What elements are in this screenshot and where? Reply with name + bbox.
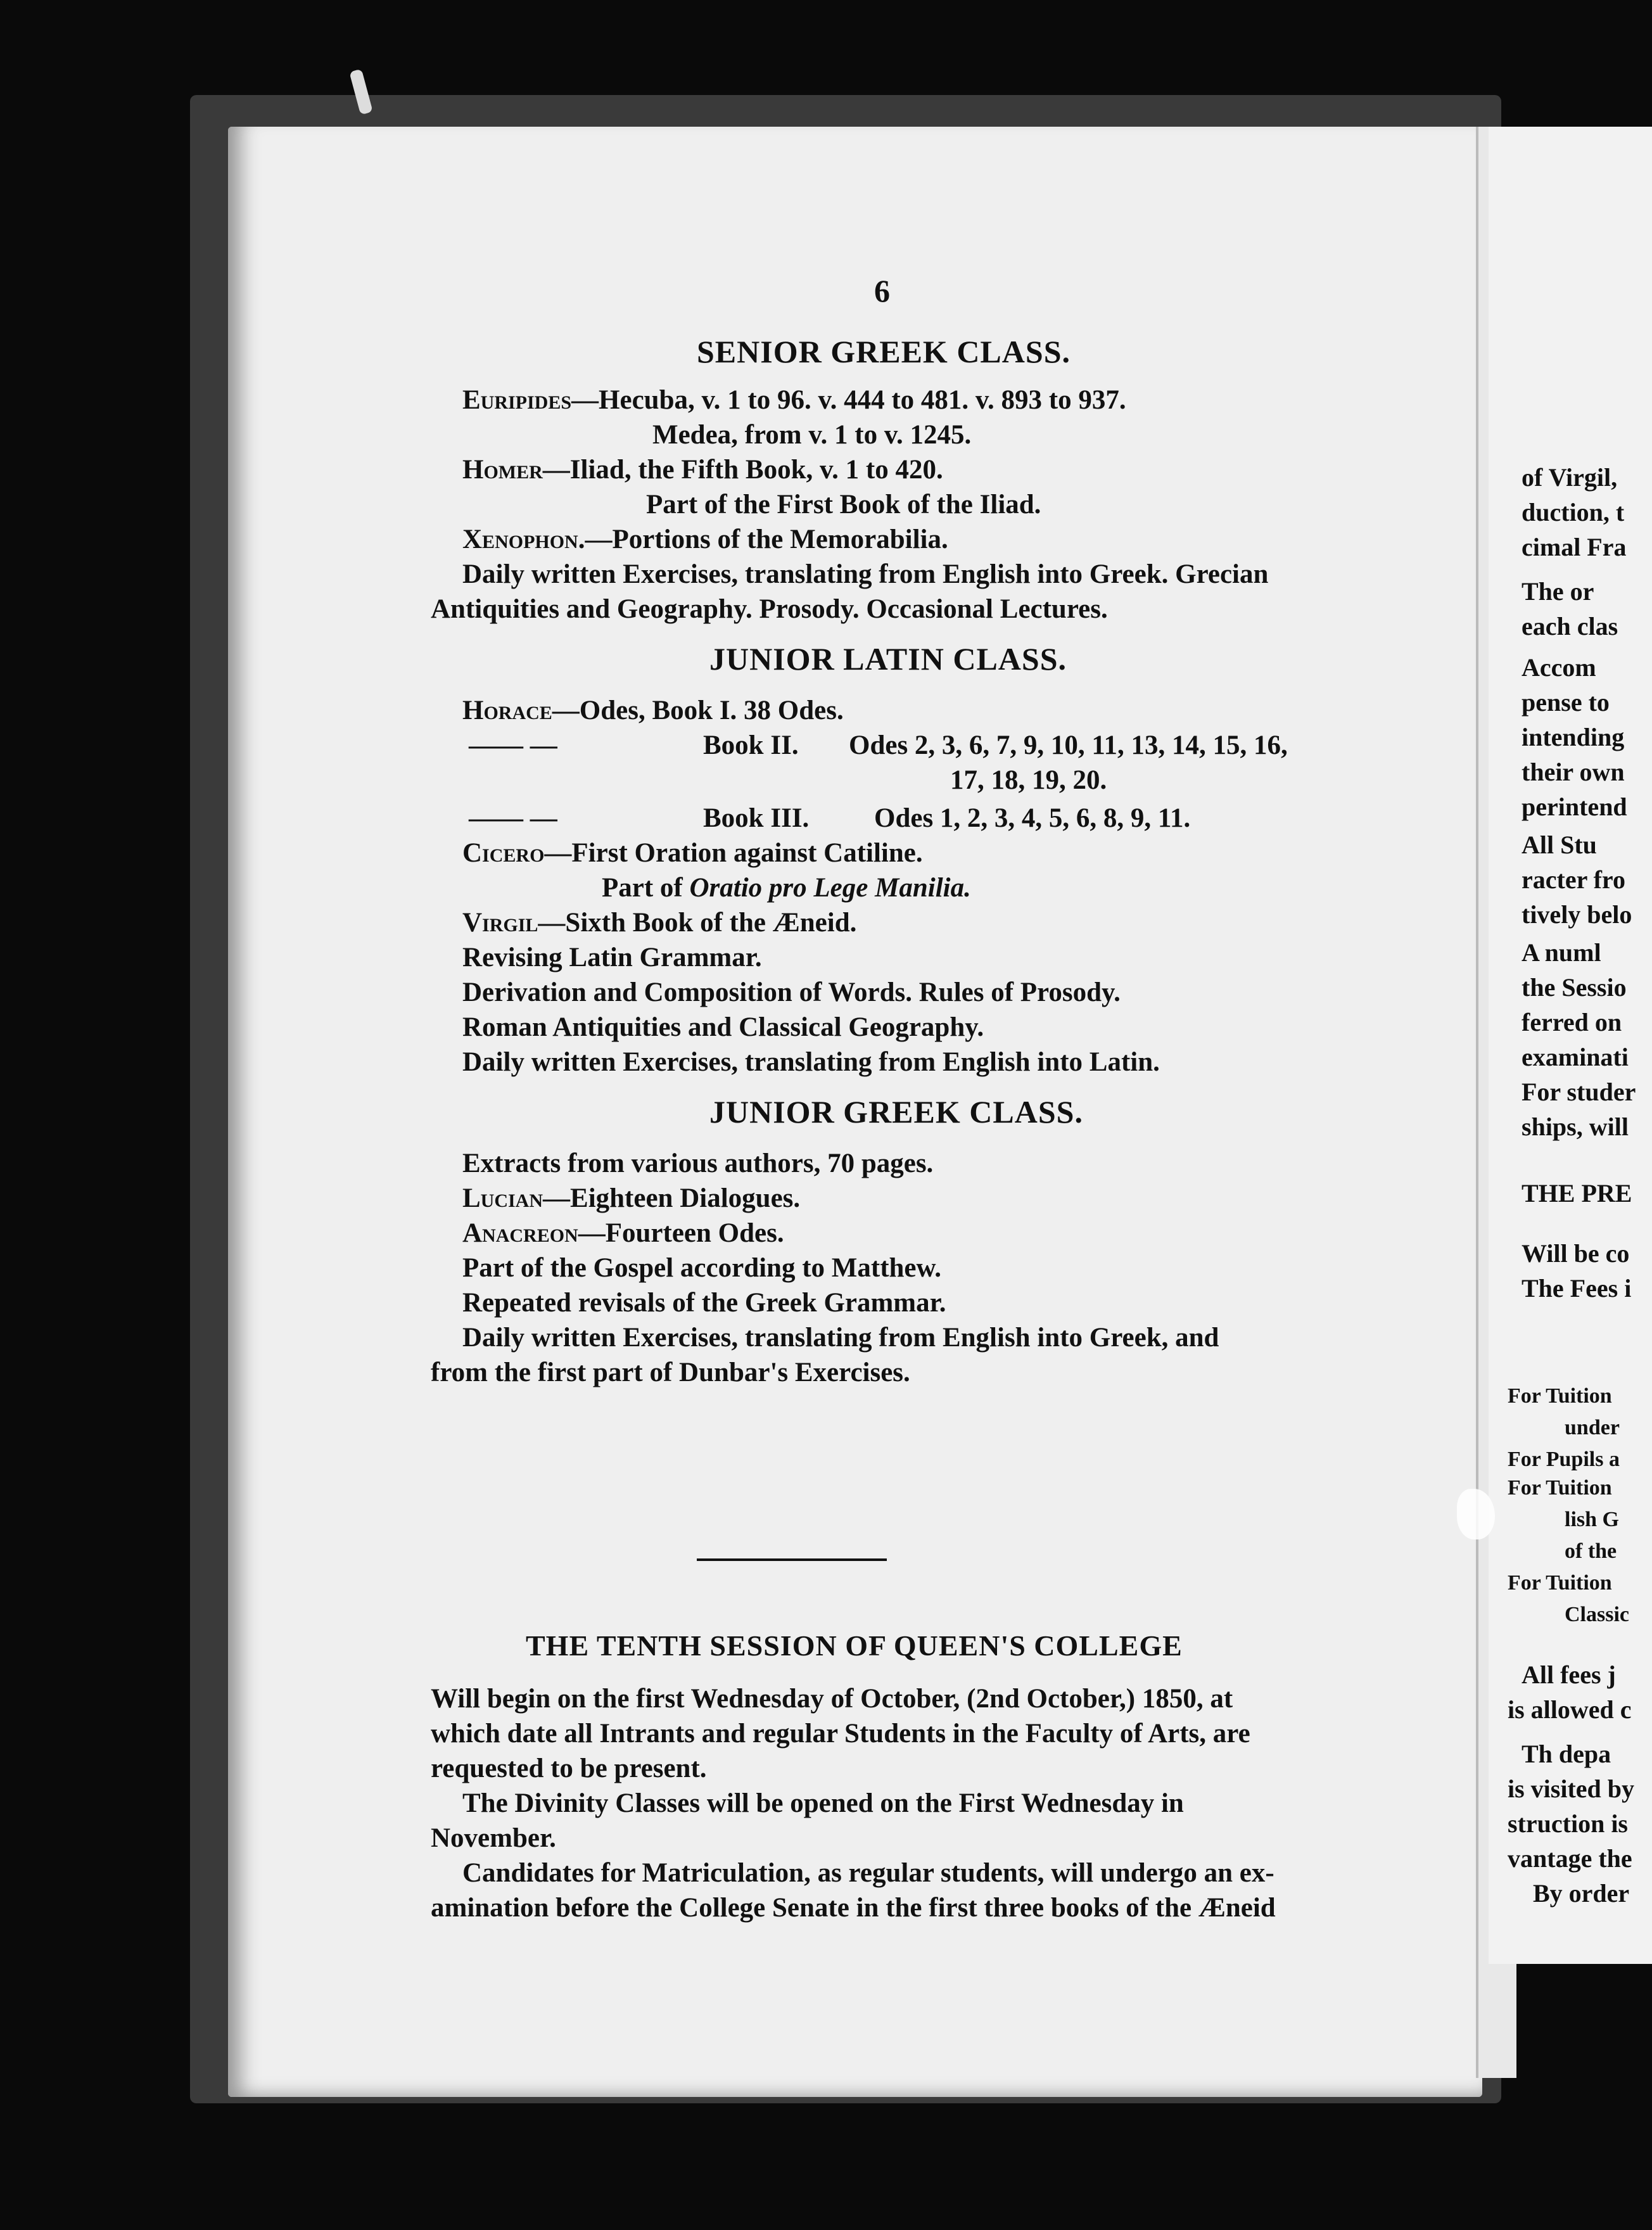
fees-line: For Tuition: [1508, 1571, 1612, 1595]
right-page-line: A numl: [1522, 938, 1601, 967]
divinity-paragraph: November.: [431, 1823, 556, 1853]
right-page-line: perintend: [1522, 793, 1627, 821]
divinity-paragraph: The Divinity Classes will be opened on the First Wednesday in: [462, 1788, 1184, 1818]
matriculation-paragraph: Candidates for Matriculation, as regular students, will undergo an ex-: [462, 1858, 1274, 1888]
right-page-line: The Fees i: [1522, 1274, 1632, 1303]
book2-label: Book II.: [703, 730, 799, 760]
session-paragraph: requested to be present.: [431, 1754, 707, 1783]
right-page: [1489, 127, 1652, 1964]
right-page-line: of Virgil,: [1522, 463, 1618, 492]
fees-line: For Tuition: [1508, 1384, 1612, 1408]
xenophon-line: [462, 526, 948, 553]
session-heading: THE TENTH SESSION OF QUEEN'S COLLEGE: [526, 1629, 1183, 1662]
right-page-line: is visited by: [1508, 1774, 1635, 1803]
grammar-line: Revising Latin Grammar.: [462, 943, 762, 972]
exercises-line: Daily written Exercises, translating from English into Greek. Grecian: [462, 559, 1269, 589]
author-name: Cicero: [462, 838, 545, 868]
section-divider: [697, 1558, 887, 1561]
lucian-line: [462, 1185, 800, 1212]
author-name: Virgil: [462, 908, 538, 938]
right-page-line: vantage the: [1508, 1844, 1632, 1873]
cicero-text: —First Oration against Catiline.: [544, 838, 923, 868]
homer-line: [462, 456, 943, 483]
anacreon-text: —Fourteen Odes.: [578, 1218, 784, 1248]
gospel-line: Part of the Gospel according to Matthew.: [462, 1253, 941, 1283]
virgil-text: —Sixth Book of the Æneid.: [538, 908, 857, 938]
right-page-line: All Stu: [1522, 831, 1597, 859]
oratio-prefix: Part of: [602, 873, 690, 903]
antiquities-line: Roman Antiquities and Classical Geography.: [462, 1012, 984, 1042]
virgil-line: [462, 909, 856, 936]
author-name: Homer: [462, 455, 543, 485]
book3-odes: Odes 1, 2, 3, 4, 5, 6, 8, 9, 11.: [874, 803, 1191, 833]
xenophon-text: —Portions of the Memorabilia.: [585, 525, 948, 554]
right-page-line: The or: [1522, 577, 1594, 606]
fees-line: For Tuition: [1508, 1476, 1612, 1500]
book3-label: Book III.: [703, 803, 810, 833]
right-page-line: is allowed c: [1508, 1695, 1632, 1724]
right-page-line: their own: [1522, 758, 1625, 786]
author-name: Xenophon.: [462, 525, 585, 554]
author-name: Lucian: [462, 1183, 543, 1213]
exercises-line: Daily written Exercises, translating from English into Greek, and: [462, 1323, 1219, 1353]
horace-line: [462, 697, 844, 724]
right-page-line: By order: [1533, 1879, 1630, 1908]
homer-text: —Iliad, the Fifth Book, v. 1 to 420.: [542, 455, 943, 485]
fees-line: Classic: [1565, 1603, 1629, 1626]
exercises-line: Daily written Exercises, translating from English into Latin.: [462, 1047, 1160, 1077]
oratio-line: [602, 874, 971, 902]
right-page-line: For studer: [1522, 1078, 1636, 1106]
exercises-line: from the first part of Dunbar's Exercises.: [431, 1358, 910, 1387]
right-page-line: each clas: [1522, 612, 1618, 640]
right-page-line: Accom: [1522, 653, 1596, 682]
right-page-line: racter fro: [1522, 865, 1625, 894]
right-page-line: intending: [1522, 723, 1625, 751]
book2-odes: Odes 2, 3, 6, 7, 9, 10, 11, 13, 14, 15, 16,: [849, 730, 1288, 760]
right-page-line: the Sessio: [1522, 973, 1627, 1002]
book3-dash: —— —: [469, 803, 557, 833]
author-name: Horace: [462, 696, 552, 725]
extracts-line: Extracts from various authors, 70 pages.: [462, 1149, 934, 1178]
grammar-line: Repeated revisals of the Greek Grammar.: [462, 1288, 946, 1318]
right-page-line: duction, t: [1522, 498, 1625, 526]
fees-line: lish G: [1565, 1508, 1619, 1531]
fees-line: under: [1565, 1416, 1620, 1439]
derivation-line: Derivation and Composition of Words. Rules of Prosody.: [462, 978, 1121, 1007]
junior-latin-heading: JUNIOR LATIN CLASS.: [709, 641, 1067, 677]
horace-text: —Odes, Book I. 38 Odes.: [552, 696, 844, 725]
lucian-text: —Eighteen Dialogues.: [543, 1183, 801, 1213]
right-page-line: struction is: [1508, 1809, 1628, 1838]
session-paragraph: Will begin on the first Wednesday of October, (2nd October,) 1850, at: [431, 1684, 1233, 1714]
right-page-line: ferred on: [1522, 1008, 1622, 1036]
senior-greek-heading: SENIOR GREEK CLASS.: [697, 334, 1071, 369]
medea-line: Medea, from v. 1 to v. 1245.: [652, 420, 972, 450]
book2-dash: —— —: [469, 730, 557, 760]
oratio-title: Oratio pro Lege Manilia.: [689, 873, 971, 903]
cicero-line: [462, 839, 923, 867]
right-page-line: tively belo: [1522, 900, 1632, 929]
right-page-line: pense to: [1522, 688, 1610, 717]
right-page-heading: THE PRE: [1522, 1179, 1632, 1207]
author-name: Euripides: [462, 385, 572, 415]
exercises-line: Antiquities and Geography. Prosody. Occasional Lectures.: [431, 594, 1108, 624]
author-name: Anacreon: [462, 1218, 578, 1248]
iliad-line: Part of the First Book of the Iliad.: [646, 490, 1041, 519]
euripides-line: [462, 386, 1126, 414]
fees-line: of the: [1565, 1539, 1617, 1563]
right-page-line: examinati: [1522, 1043, 1629, 1071]
matriculation-paragraph: amination before the College Senate in the first three books of the Æneid: [431, 1893, 1276, 1923]
fees-line: For Pupils a: [1508, 1448, 1620, 1471]
book2-odes: 17, 18, 19, 20.: [950, 765, 1107, 795]
page-number: 6: [874, 273, 890, 309]
right-page-line: Will be co: [1522, 1239, 1630, 1268]
right-page-line: ships, will: [1522, 1112, 1629, 1141]
euripides-text: —Hecuba, v. 1 to 96. v. 444 to 481. v. 893 to 937.: [571, 385, 1126, 415]
session-paragraph: which date all Intrants and regular Students in the Faculty of Arts, are: [431, 1719, 1250, 1749]
right-page-line: cimal Fra: [1522, 533, 1627, 561]
right-page-line: All fees j: [1522, 1660, 1616, 1689]
junior-greek-heading: JUNIOR GREEK CLASS.: [709, 1094, 1083, 1130]
right-page-line: Th depa: [1522, 1740, 1611, 1768]
anacreon-line: [462, 1220, 784, 1247]
